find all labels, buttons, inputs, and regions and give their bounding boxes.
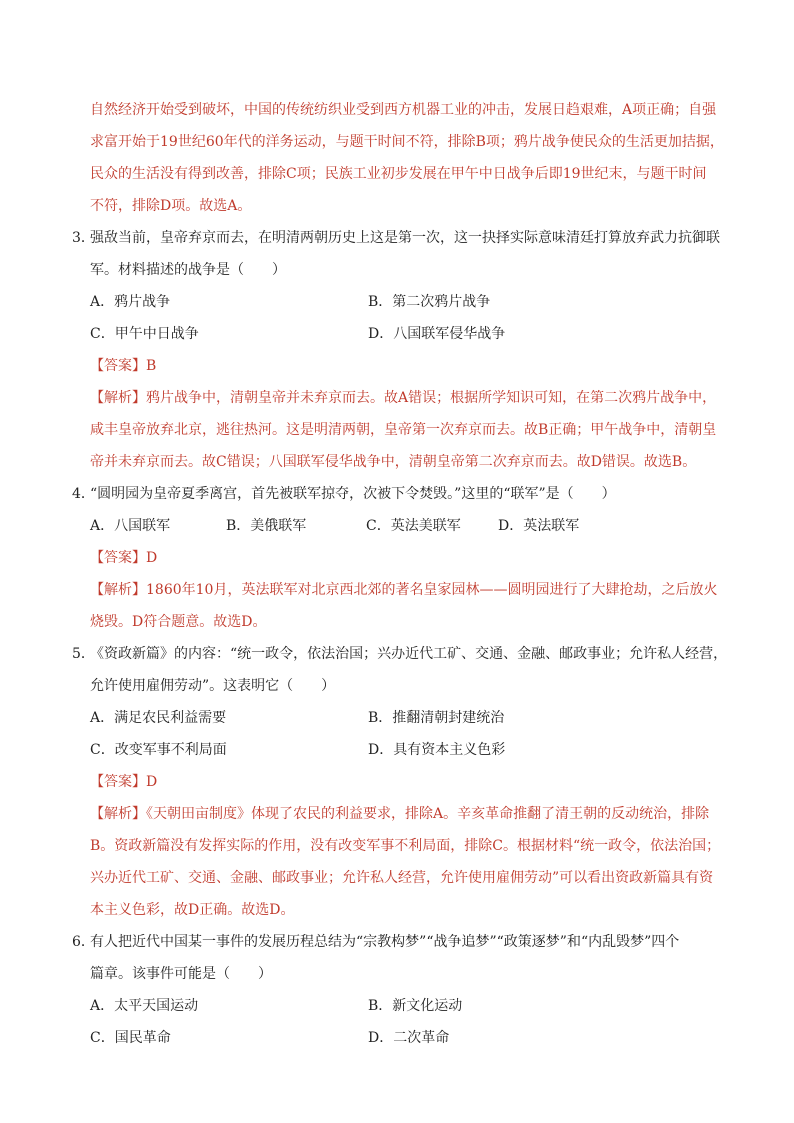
analysis-line: 烧毁。D符合题意。故选D。 bbox=[90, 614, 267, 630]
question-number: 3． bbox=[72, 230, 95, 246]
answer-label: 【答案】D bbox=[90, 774, 158, 790]
analysis-line: 咸丰皇帝放弃北京，逃往热河。这是明清两朝，皇帝第一次弃京而去。故B正确；甲午战争中，清朝皇 bbox=[90, 422, 717, 438]
analysis-line: 【解析】《天朝田亩制度》体现了农民的利益要求，排除A。辛亥革命推翻了清王朝的反动统治，排除 bbox=[90, 806, 710, 822]
answer-label: 【答案】B bbox=[90, 358, 157, 374]
analysis-line: 本主义色彩，故D正确。故选D。 bbox=[90, 902, 295, 918]
option-c: C．甲午中日战争 bbox=[90, 326, 199, 342]
analysis-line: 兴办近代工矿、交通、金融、邮政事业；允许私人经营，允许使用雇佣劳动”可以看出资政新篇具有资 bbox=[90, 870, 714, 886]
option-b: B．新文化运动 bbox=[368, 998, 463, 1014]
question-number: 6． bbox=[72, 934, 95, 950]
question-stem: “圆明园为皇帝夏季离宫，首先被联军掠夺，次被下令焚毁。”这里的“联军”是（ ） bbox=[90, 486, 616, 502]
question-stem: 有人把近代中国某一事件的发展历程总结为“宗教构梦”“战争追梦”“政策逐梦”和“内乱毁梦”四个 bbox=[90, 934, 680, 950]
option-b: B．第二次鸦片战争 bbox=[368, 294, 491, 310]
option-b: B．推翻清朝封建统治 bbox=[368, 710, 505, 726]
option-a: A．八国联军 bbox=[90, 518, 171, 534]
option-a: A．太平天国运动 bbox=[90, 998, 199, 1014]
option-a: A．满足农民利益需要 bbox=[90, 710, 227, 726]
analysis-line: 【解析】鸦片战争中，清朝皇帝并未弃京而去。故A错误；根据所学知识可知，在第二次鸦片战争中， bbox=[90, 390, 717, 406]
answer-label: 【答案】D bbox=[90, 550, 158, 566]
question-number: 5． bbox=[72, 646, 95, 662]
question-stem: 军。材料描述的战争是（ ） bbox=[90, 262, 286, 278]
option-a: A．鸦片战争 bbox=[90, 294, 171, 310]
option-c: C．改变军事不利局面 bbox=[90, 742, 227, 758]
intro-line: 民众的生活没有得到改善，排除C项；民族工业初步发展在甲午中日战争后即19世纪末，与题干时间 bbox=[90, 166, 707, 182]
intro-line: 求富开始于19世纪60年代的洋务运动，与题干时间不符，排除B项；鸦片战争使民众的生活更加拮据， bbox=[90, 134, 724, 150]
analysis-line: B。资政新篇没有发挥实际的作用，没有改变军事不利局面，排除C。根据材料“统一政令，依法治国； bbox=[90, 838, 721, 854]
option-b: B．美俄联军 bbox=[226, 518, 307, 534]
analysis-line: 帝并未弃京而去。故C错误；八国联军侵华战争中，清朝皇帝第二次弃京而去。故D错误。故选B。 bbox=[90, 454, 697, 470]
option-c: C．英法美联军 bbox=[366, 518, 461, 534]
option-d: D．八国联军侵华战争 bbox=[368, 326, 506, 342]
analysis-line: 【解析】1860年10月，英法联军对北京西北郊的著名皇家园林——圆明园进行了大肆抢劫，之后放火 bbox=[90, 582, 718, 598]
option-c: C．国民革命 bbox=[90, 1030, 171, 1046]
intro-line: 自然经济开始受到破坏，中国的传统纺织业受到西方机器工业的冲击，发展日趋艰难，A项正确；自强 bbox=[90, 102, 717, 118]
question-number: 4． bbox=[72, 486, 95, 502]
question-stem: 强敌当前，皇帝弃京而去，在明清两朝历史上这是第一次，这一抉择实际意味清廷打算放弃武力抗御联 bbox=[90, 230, 720, 246]
question-stem: 《资政新篇》的内容：“统一政令，依法治国；兴办近代工矿、交通、金融、邮政事业；允许私人经营， bbox=[90, 646, 728, 662]
intro-line: 不符，排除D项。故选A。 bbox=[90, 198, 252, 214]
option-d: D．英法联军 bbox=[498, 518, 580, 534]
option-d: D．具有资本主义色彩 bbox=[368, 742, 506, 758]
question-stem: 篇章。该事件可能是（ ） bbox=[90, 966, 272, 982]
option-d: D．二次革命 bbox=[368, 1030, 450, 1046]
question-stem: 允许使用雇佣劳动”。这表明它（ ） bbox=[90, 678, 336, 694]
